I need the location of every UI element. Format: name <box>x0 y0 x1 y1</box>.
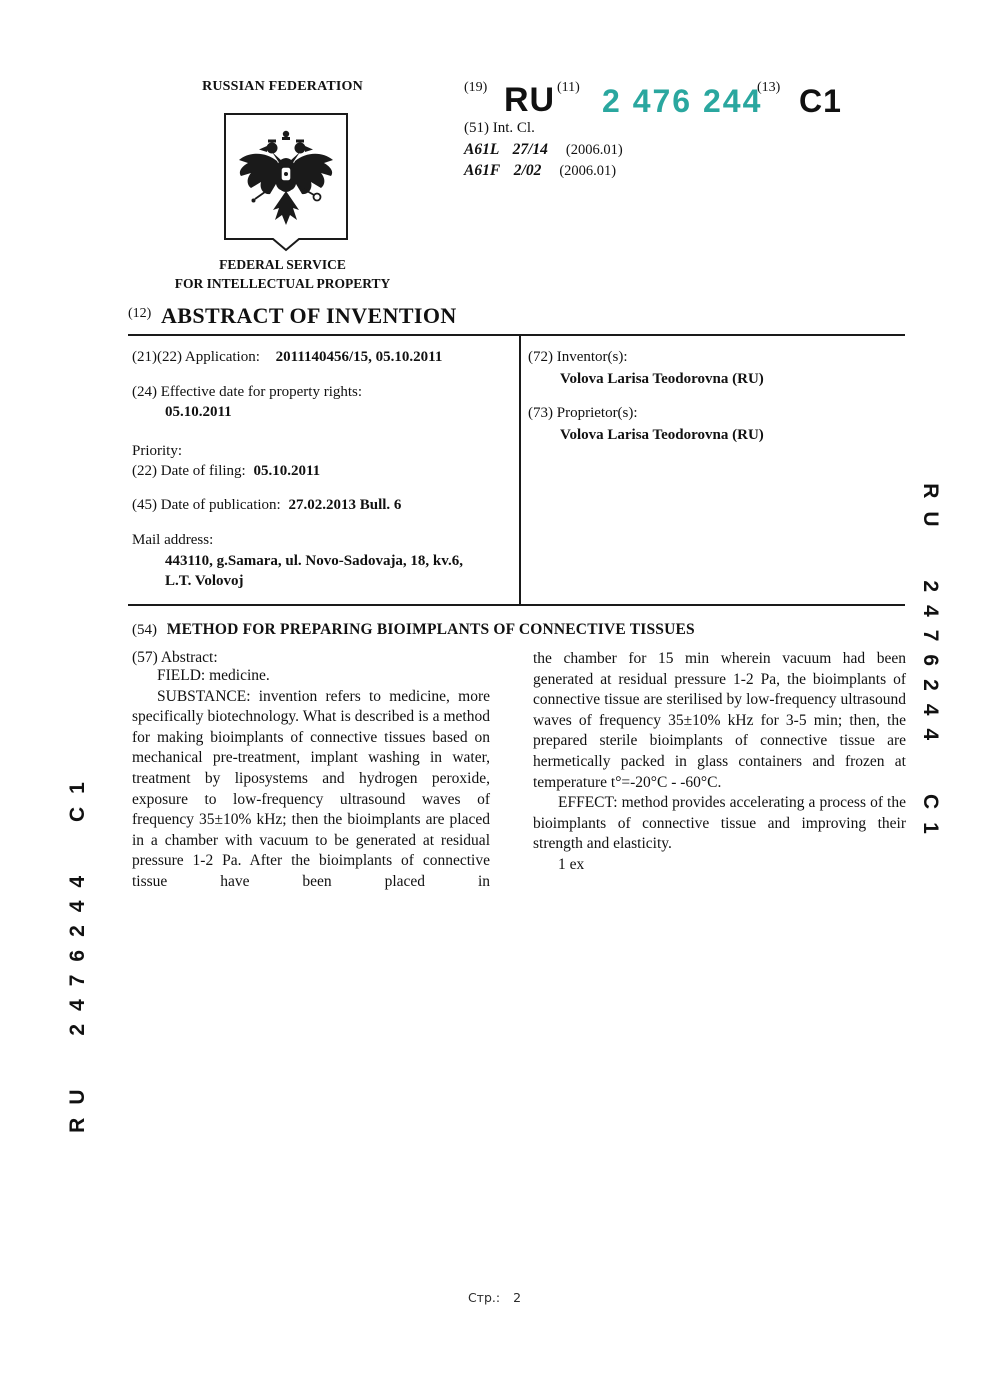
filing-label: (22) Date of filing: <box>132 463 246 479</box>
publication-number: 2 476 244 <box>602 83 763 119</box>
proprietors-value: Volova Larisa Teodorovna (RU) <box>560 427 764 443</box>
kind-code: C1 <box>799 83 842 119</box>
application-label: (21)(22) Application: <box>132 349 260 365</box>
inid-11-label: (11) <box>557 80 580 95</box>
ipc-code: A61L 27/14 <box>464 141 548 158</box>
footer-page-number: 2 <box>513 1290 522 1305</box>
russian-coat-of-arms-icon <box>222 111 350 253</box>
top-rule <box>128 334 905 336</box>
abstract-field: FIELD: medicine. <box>157 667 270 684</box>
office-name <box>160 256 405 293</box>
filing-row <box>132 463 320 480</box>
abstract-column-right <box>533 649 906 876</box>
abstract-examples: 1 ex <box>558 855 585 873</box>
side-code-right: RU 2476244 C1 <box>919 483 942 847</box>
page-title: ABSTRACT OF INVENTION <box>161 303 457 328</box>
proprietors-label: (73) Proprietor(s): <box>528 405 638 421</box>
ipc-code: A61F 2/02 <box>464 162 542 179</box>
inventors-value: Volova Larisa Teodorovna (RU) <box>560 371 764 387</box>
publication-value: 27.02.2013 Bull. 6 <box>288 497 402 513</box>
office-line1: FEDERAL SERVICE <box>219 257 346 272</box>
int-cl-label: (51) Int. Cl. <box>464 120 535 136</box>
abstract-effect: EFFECT: method provides accelerating a process of the bioimplants of connective tissue and improving their strength and elasticity. <box>533 794 906 853</box>
classification-row <box>464 141 623 159</box>
office-line2: FOR INTELLECTUAL PROPERTY <box>174 275 391 291</box>
mail-address-line2: L.T. Volovoj <box>165 573 244 589</box>
abstract-substance: SUBSTANCE: invention refers to medicine, more specifically biotechnology. What is described is a method for making bioimplants of connective tissues based on mechanical pre-treatment, implant washing in water, treatment by liposystems and hydrogen peroxide, exposure to low-frequency ultrasound waves of frequency 35±10% kHz; then the bioimplants are placed in a chamber with vacuum to be generated at residual pressure 1-2 Pa. After the bioimplants of connective tissue have been placed in <box>132 687 490 890</box>
inventors-label: (72) Inventor(s): <box>528 349 628 365</box>
abstract-column-left <box>132 666 490 893</box>
invention-title: METHOD FOR PREPARING BIOIMPLANTS OF CONNECTIVE TISSUES <box>166 621 695 638</box>
country-code: RU <box>504 81 556 119</box>
ipc-version: (2006.01) <box>565 142 623 158</box>
invention-title-row <box>132 621 695 639</box>
footer-page-label: Стр.: <box>467 1290 501 1305</box>
filing-value: 05.10.2011 <box>253 463 321 479</box>
side-code-left: RU 2476244 C1 <box>66 769 89 1133</box>
publication-row <box>132 497 401 514</box>
publication-label: (45) Date of publication: <box>132 497 281 513</box>
inid-13-label: (13) <box>757 80 781 95</box>
application-row <box>132 349 442 366</box>
inid-12-label: (12) <box>128 306 152 321</box>
application-value: 2011140456/15, 05.10.2011 <box>275 349 443 365</box>
effective-date-label: (24) Effective date for property rights: <box>132 384 363 400</box>
inid-54-label: (54) <box>132 622 157 638</box>
column-divider <box>519 336 521 604</box>
ipc-version: (2006.01) <box>559 163 617 179</box>
effective-date-value: 05.10.2011 <box>165 404 232 420</box>
priority-label: Priority: <box>132 443 183 459</box>
mail-address-label: Mail address: <box>132 532 214 548</box>
bottom-rule <box>128 604 905 606</box>
abstract-label: (57) Abstract: <box>132 649 218 666</box>
mail-address-line1: 443110, g.Samara, ul. Novo-Sadovaja, 18, kv.6, <box>165 553 463 569</box>
page-footer <box>0 1290 989 1305</box>
classification-row <box>464 162 616 180</box>
country-name: RUSSIAN FEDERATION <box>202 79 363 94</box>
abstract-continuation: the chamber for 15 min wherein vacuum had been generated at residual pressure 1-2 Pa, the bioimplants of connective tissue are sterilised by low-frequency ultrasound waves of frequency 35±10% kHz for 3-5 min; then, the prepared sterile bioimplants of connective tissue are hermetically packed in glass containers and frozen at temperature t°=-20°C - -60°C. <box>533 650 906 791</box>
inid-19-label: (19) <box>464 80 488 95</box>
